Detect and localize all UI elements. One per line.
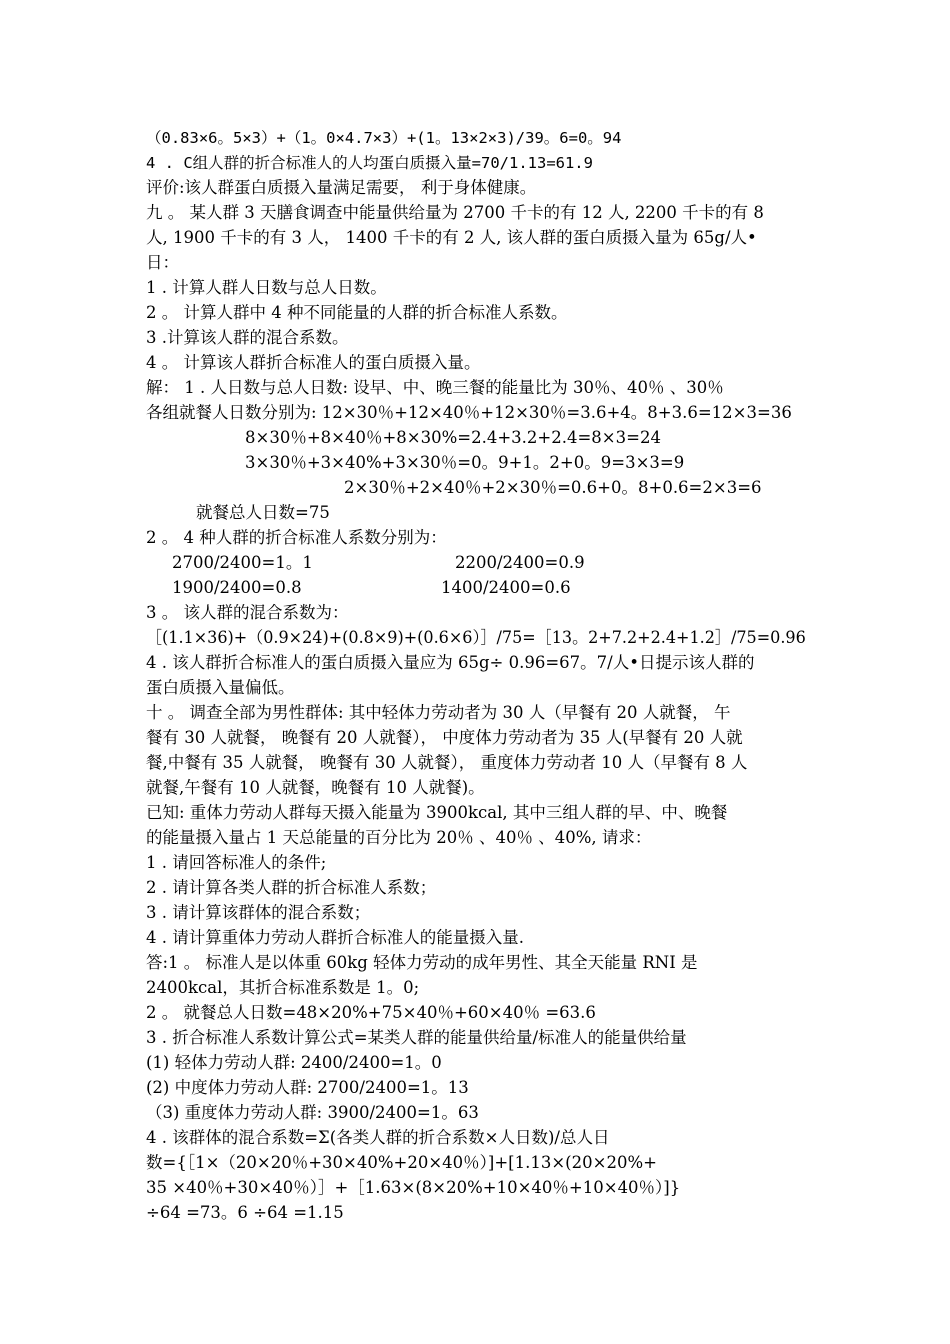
text-line: 人, 1900 千卡的有 3 人， 1400 千卡的有 2 人, 该人群的蛋白质摄入量为 65g/人• [146, 228, 757, 247]
text-line: （3) 重度体力劳动人群: 3900/2400=1。63 [146, 1103, 479, 1122]
text-line: 2 。 计算人群中 4 种不同能量的人群的折合标准人系数。 [146, 303, 568, 322]
text-line: 2 。 4 种人群的折合标准人系数分别为： [146, 528, 447, 547]
text-line: 1 . 请回答标准人的条件; [146, 853, 327, 872]
text-line: （0.83×6。5×3）+（1。0×4.7×3）+(1。13×2×3)/39。6=0。94 [146, 129, 622, 147]
text-line: 答:1 。 标准人是以体重 60kg 轻体力劳动的成年男性、其全天能量 RNI 是 [146, 953, 698, 972]
text-line: 1 . 计算人群人日数与总人日数。 [146, 278, 387, 297]
text-line: 3 .计算该人群的混合系数。 [146, 328, 349, 347]
text-line: 解： 1 . 人日数与总人日数: 设早、中、晚三餐的能量比为 30％、40％ 、30％ [146, 378, 724, 397]
text-line: ÷64 =73。6 ÷64 =1.15 [146, 1203, 344, 1222]
text-line: 4 . 该群体的混合系数=Σ(各类人群的折合系数×人日数)/总人日 [146, 1128, 610, 1147]
text-line: 餐有 30 人就餐， 晚餐有 20 人就餐）， 中度体力劳动者为 35 人(早餐有 20 人就 [146, 728, 743, 747]
text-line: 各组就餐人日数分别为: 12×30％+12×40％+12×30％=3.6+4。8+3.6=12×3=36 [146, 403, 792, 422]
text-line: 4 。 计算该人群折合标准人的蛋白质摄入量。 [146, 353, 481, 372]
text-line: 餐,中餐有 35 人就餐， 晚餐有 30 人就餐）， 重度体力劳动者 10 人（早餐有 8 人 [146, 753, 748, 772]
text-line: 2700/2400=1。1 [172, 553, 313, 572]
text-line: (2) 中度体力劳动人群: 2700/2400=1。13 [146, 1078, 469, 1097]
text-line: 35 ×40％+30×40％）］+［1.63×(8×20%+10×40％+10×40％）]} [146, 1178, 681, 1197]
text-line: 4 . 请计算重体力劳动人群折合标准人的能量摄入量. [146, 928, 524, 947]
text-line: ［(1.1×36)+（0.9×24)+(0.8×9)+(0.6×6）］/75=［13。2+7.2+2.4+1.2］/75=0.96 [146, 628, 806, 647]
text-line: 8×30％+8×40％+8×30%=2.4+3.2+2.4=8×3=24 [245, 428, 661, 447]
text-line: 已知: 重体力劳动人群每天摄入能量为 3900kcal, 其中三组人群的早、中、晚餐 [146, 803, 728, 822]
text-line: 3 . 请计算该群体的混合系数； [146, 903, 371, 922]
text-line: (1) 轻体力劳动人群: 2400/2400=1。0 [146, 1053, 442, 1072]
text-line: 3 。 该人群的混合系数为： [146, 603, 349, 622]
text-line: 2 。 就餐总人日数=48×20%+75×40％+60×40％ =63.6 [146, 1003, 596, 1022]
text-line: 日： [146, 253, 179, 272]
text-line: 就餐,午餐有 10 人就餐，晚餐有 10 人就餐)。 [146, 778, 485, 797]
text-line: 4 . 该人群折合标准人的蛋白质摄入量应为 65g÷ 0.96=67。7/人•日提示该人群的 [146, 653, 755, 672]
text-line: 就餐总人日数=75 [196, 503, 330, 522]
text-line: 2×30％+2×40％+2×30％=0.6+0。8+0.6=2×3=6 [344, 478, 762, 497]
text-line: 十 。 调查全部为男性群体: 其中轻体力劳动者为 30 人（早餐有 20 人就餐， 午 [146, 703, 731, 722]
text-line: 3×30％+3×40%+3×30％=0。9+1。2+0。9=3×3=9 [245, 453, 685, 472]
text-line: 2400kcal，其折合标准系数是 1。0; [146, 978, 420, 997]
text-line: 的能量摄入量占 1 天总能量的百分比为 20％ 、40％ 、40%, 请求： [146, 828, 652, 847]
text-line: 2 . 请计算各类人群的折合标准人系数； [146, 878, 437, 897]
text-line: 3 . 折合标准人系数计算公式=某类人群的能量供给量/标准人的能量供给量 [146, 1028, 687, 1047]
text-line: 九 。 某人群 3 天膳食调查中能量供给量为 2700 千卡的有 12 人, 2200 千卡的有 8 [146, 203, 764, 222]
text-line: 蛋白质摄入量偏低。 [146, 678, 295, 697]
text-line: 数={［1×（20×20％+30×40%+20×40％）]+[1.13×(20×20%+ [146, 1153, 657, 1172]
text-line: 1900/2400=0.8 [172, 578, 302, 597]
text-line: 2200/2400=0.9 [455, 553, 585, 572]
text-line: 4 . C组人群的折合标准人的人均蛋白质摄入量=70/1.13=61.9 [146, 154, 593, 172]
text-line: 评价:该人群蛋白质摄入量满足需要， 利于身体健康。 [146, 178, 537, 197]
text-line: 1400/2400=0.6 [441, 578, 571, 597]
